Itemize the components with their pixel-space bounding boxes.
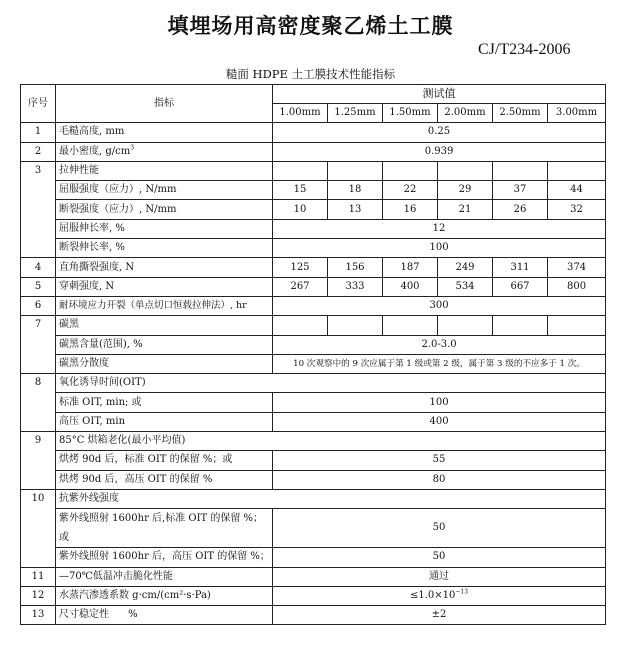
row-label: 标准 OIT, min; 或: [56, 393, 273, 412]
test-value-header: 测试值: [273, 85, 606, 104]
row-value: 374: [548, 258, 606, 277]
empty-cell: [493, 316, 548, 335]
row-value: 267: [273, 277, 328, 296]
table-row: [21, 161, 606, 180]
row-label: 断裂强度（应力）, N/mm: [56, 200, 273, 219]
table-row: [21, 354, 606, 373]
standard-number: CJ/T234-2006: [478, 41, 571, 58]
table-row: [21, 239, 606, 258]
row-number: 8: [21, 374, 56, 432]
table-row: [21, 374, 606, 393]
row-value: 0.939: [273, 142, 606, 161]
table-row: [21, 412, 606, 431]
table-row: [21, 316, 606, 335]
document-title: 填埋场用高密度聚乙烯土工膜: [167, 14, 454, 38]
row-value: 311: [493, 258, 548, 277]
empty-cell: [438, 316, 493, 335]
row-number: 5: [21, 277, 56, 296]
row-label: 碳黑: [56, 316, 273, 335]
row-value: 187: [383, 258, 438, 277]
row-number: 13: [21, 606, 56, 625]
row-label: 毛糙高度, mm: [56, 123, 273, 142]
table-row: [21, 142, 606, 161]
row-label: 屈服伸长率, %: [56, 219, 273, 238]
indicator-header: 指标: [56, 85, 273, 123]
row-value: 13: [328, 200, 383, 219]
row-value: 通过: [273, 567, 606, 586]
table-caption: 糙面 HDPE 土工膜技术性能指标: [225, 67, 396, 81]
table-row: [21, 606, 606, 625]
empty-cell: [273, 316, 328, 335]
row-label: 断裂伸长率, %: [56, 239, 273, 258]
row-label: 氧化诱导时间(OIT): [56, 374, 606, 393]
table-row: [21, 509, 606, 548]
row-value: 534: [438, 277, 493, 296]
empty-cell: [273, 161, 328, 180]
table-row: [21, 335, 606, 354]
row-label: —70℃低温冲击脆化性能: [56, 567, 273, 586]
empty-cell: [548, 316, 606, 335]
table-row: [21, 432, 606, 451]
row-number: 11: [21, 567, 56, 586]
row-label: 抗紫外线强度: [56, 489, 606, 508]
row-value: 29: [438, 181, 493, 200]
row-value: 26: [493, 200, 548, 219]
row-value: 16: [383, 200, 438, 219]
table-row: [21, 277, 606, 296]
row-value: 0.25: [273, 123, 606, 142]
table-row: [21, 123, 606, 142]
row-value: 800: [548, 277, 606, 296]
row-value: 37: [493, 181, 548, 200]
row-number: 7: [21, 316, 56, 374]
row-value: 12: [273, 219, 606, 238]
row-value: 2.0-3.0: [273, 335, 606, 354]
table-row: [21, 586, 606, 605]
thickness-header: 1.25mm: [328, 104, 383, 123]
table-row: [21, 470, 606, 489]
thickness-header: 3.00mm: [548, 104, 606, 123]
row-label: 拉伸性能: [56, 161, 273, 180]
row-value: 100: [273, 393, 606, 412]
row-number: 2: [21, 142, 56, 161]
table-row: [21, 258, 606, 277]
row-value: 667: [493, 277, 548, 296]
empty-cell: [328, 316, 383, 335]
table-row: [21, 181, 606, 200]
row-label: 高压 OIT, min: [56, 412, 273, 431]
empty-cell: [438, 161, 493, 180]
table-row: [21, 451, 606, 470]
row-label: 穿刺强度, N: [56, 277, 273, 296]
row-value: 80: [273, 470, 606, 489]
row-value: 400: [273, 412, 606, 431]
row-value: 32: [548, 200, 606, 219]
row-label: 水蒸汽渗透系数 g·cm/(cm²·s·Pa): [56, 586, 273, 605]
row-value: 400: [383, 277, 438, 296]
table-row: [21, 219, 606, 238]
row-number: 4: [21, 258, 56, 277]
row-number: 1: [21, 123, 56, 142]
table-row: [21, 548, 606, 567]
spec-table: [20, 84, 606, 625]
empty-cell: [548, 161, 606, 180]
row-value: 333: [328, 277, 383, 296]
table-row: [21, 200, 606, 219]
row-value: ≤1.0×10: [410, 589, 456, 601]
empty-cell: [383, 161, 438, 180]
empty-cell: [383, 316, 438, 335]
unit-superscript: 3: [130, 144, 135, 152]
row-label: 耐环境应力开裂（单点切口恒载拉伸法）, hr: [56, 296, 273, 315]
row-label: 碳黑分散度: [56, 354, 273, 373]
table-row: [21, 489, 606, 508]
header-row: [21, 85, 606, 104]
table-row: [21, 393, 606, 412]
row-label: 尺寸稳定性 %: [56, 606, 273, 625]
exponent-superscript: −13: [455, 588, 469, 596]
row-value: 55: [273, 451, 606, 470]
row-value: 249: [438, 258, 493, 277]
row-value: 125: [273, 258, 328, 277]
row-value: 18: [328, 181, 383, 200]
row-label: 85°C 烘箱老化(最小平均值): [56, 432, 606, 451]
row-number: 6: [21, 296, 56, 315]
row-value-cell: [273, 586, 606, 605]
table-row: [21, 296, 606, 315]
row-label-cell: [56, 142, 273, 161]
row-label: 屈服强度（应力）, N/mm: [56, 181, 273, 200]
row-label: 最小密度, g/cm: [59, 145, 131, 157]
row-label: 紫外线照射 1600hr 后,标准 OIT 的保留 %；或: [56, 509, 273, 548]
row-value: 50: [273, 509, 606, 548]
row-value: 156: [328, 258, 383, 277]
row-number: 10: [21, 489, 56, 567]
row-value: 15: [273, 181, 328, 200]
row-value: 10 次观察中的 9 次应属于第 1 级或第 2 级，属于第 3 级的不应多于 1 次。: [273, 354, 606, 373]
thickness-header: 2.50mm: [493, 104, 548, 123]
row-value: 100: [273, 239, 606, 258]
row-value: 50: [273, 548, 606, 567]
table-row: [21, 567, 606, 586]
row-number: 9: [21, 432, 56, 490]
row-label: 烘烤 90d 后，高压 OIT 的保留 %: [56, 470, 273, 489]
row-label: 碳黑含量(范围), %: [56, 335, 273, 354]
empty-cell: [328, 161, 383, 180]
thickness-header: 1.00mm: [273, 104, 328, 123]
row-value: 10: [273, 200, 328, 219]
row-value: 44: [548, 181, 606, 200]
row-value: 300: [273, 296, 606, 315]
row-value: ±2: [273, 606, 606, 625]
row-value: 21: [438, 200, 493, 219]
empty-cell: [493, 161, 548, 180]
row-label: 直角撕裂强度, N: [56, 258, 273, 277]
thickness-header: 2.00mm: [438, 104, 493, 123]
seq-header: 序号: [21, 85, 56, 123]
row-number: 3: [21, 161, 56, 257]
row-label: 烘烤 90d 后，标准 OIT 的保留 %；或: [56, 451, 273, 470]
thickness-header: 1.50mm: [383, 104, 438, 123]
row-number: 12: [21, 586, 56, 605]
row-value: 22: [383, 181, 438, 200]
row-label: 紫外线照射 1600hr 后，高压 OIT 的保留 %；: [56, 548, 273, 567]
